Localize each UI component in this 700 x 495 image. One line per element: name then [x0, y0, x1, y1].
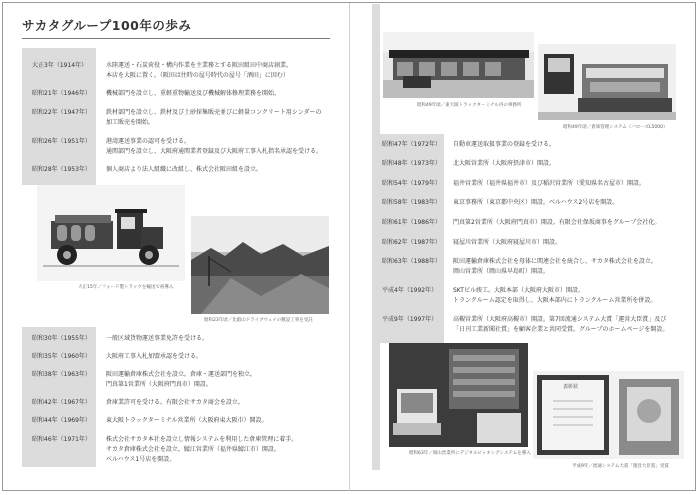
entry-date: 昭和22年（1947年） — [32, 109, 91, 116]
entry-date: 昭和48年（1973年） — [382, 160, 441, 167]
truck-illustration — [37, 185, 185, 281]
system-illustration — [538, 44, 676, 120]
entry-date: 昭和42年（1967年） — [32, 399, 91, 406]
award-illustration — [533, 371, 684, 459]
entry-date: 昭和62年（1987年） — [382, 239, 441, 246]
mountain-illustration — [191, 216, 329, 314]
entry-line: 門真第1営業所（大阪府門真市）開設。 — [106, 381, 212, 388]
entry-date: 大正3年（1914年） — [32, 62, 88, 69]
entry-line: 水陸運送・石炭荷役・構内作業を主業務とする阪田組田中商店創業。 — [106, 62, 293, 69]
entry-line: 自動車運送取扱事業の登録を受ける。 — [453, 141, 556, 148]
caption-terminal: 昭和49年頃／東大阪トラックターミナル内の事務所 — [417, 103, 522, 108]
warehouse-illustration — [389, 343, 528, 447]
entry-line: サカタ倉庫株式会社を設立。鯖江営業所（福井県鯖江市）開設。 — [106, 446, 280, 453]
entry-date: 昭和61年（1986年） — [382, 219, 441, 226]
entry-line: 岡山営業所（岡山県早島町）開設。 — [453, 268, 550, 275]
entry-line: トランクルーム認定を取得し、大阪本部内にトランクルーム営業所を併設。 — [453, 297, 657, 304]
entry-date: 昭和47年（1972年） — [382, 141, 441, 148]
entry-line: 「日刊工業新聞社賞」を顧客企業と共同受賞。グループのホームページを開設。 — [453, 326, 669, 333]
entry-line: 本店を大阪に置く。（阪田は往時の屋号時代の屋号「酒田」に因む） — [106, 72, 289, 79]
entry-line: 倉庫業許可を受ける。有限会社サカタ商会を設立。 — [106, 399, 244, 406]
title-rule — [22, 38, 330, 39]
photo-cable-construction — [191, 216, 329, 314]
entry-line: 個人商店より法人組織に改組し、株式会社阪田組を設立。 — [106, 166, 263, 173]
entry-line: 福井営業所（福井県福井市）及び稲沢営業所（愛知県名古屋市）開設。 — [453, 180, 646, 187]
entry-line: 高槻営業所（大阪府高槻市）開設。第7回流通システム大賞「運営大臣賞」及び — [453, 316, 667, 323]
entry-line: 一般区域貨物運送事業免許を受ける。 — [106, 335, 209, 342]
entry-date: 昭和21年（1946年） — [32, 90, 91, 97]
entry-line: 寝屋川営業所（大阪府寝屋川市）開設。 — [453, 239, 562, 246]
entry-line: 東大阪トラックターミナル営業所（大阪府東大阪市）開設。 — [106, 417, 268, 424]
caption-system: 昭和49年頃／倉庫管理システム（バローズL5000） — [563, 125, 668, 130]
photo-digital-picking — [389, 343, 528, 447]
caption-cable: 昭和23年頃／比叡山ドライブウェイの敷設工事を受託 — [204, 318, 313, 323]
entry-date: 昭和54年（1979年） — [382, 180, 441, 187]
entry-line: 阪田運輸倉庫株式会社を母体に関連会社を統合し、サカタ株式会社を設立。 — [453, 258, 657, 265]
entry-line: ベルハウス1号店を開設。 — [106, 456, 176, 463]
entry-date: 昭和58年（1983年） — [382, 199, 441, 206]
entry-date: 昭和35年（1960年） — [32, 353, 91, 360]
entry-date: 昭和28年（1953年） — [32, 166, 91, 173]
caption-award: 平成9年／流通システム大賞「運営大臣賞」受賞 — [572, 464, 669, 469]
entry-date: 平成4年（1992年） — [382, 287, 438, 294]
entry-date: 昭和38年（1963年） — [32, 371, 91, 378]
entry-line: SKTビル竣工。大阪本部（大阪府大阪市）開設。 — [453, 287, 584, 294]
entry-date: 昭和46年（1971年） — [32, 436, 91, 443]
entry-line: 機械部門を設立し、重軽重物輸送及び機械解体修理業務を開始。 — [106, 90, 281, 97]
entry-date: 昭和63年（1988年） — [382, 258, 441, 265]
entry-line: 通関部門を設立し、大阪府通関業者登録及び大阪府工事入札指名承認を受ける。 — [106, 148, 323, 155]
entry-line: 大阪府工事入札加盟承認を受ける。 — [106, 353, 203, 360]
entry-line: 北大阪営業所（大阪府摂津市）開設。 — [453, 160, 556, 167]
entry-line: 加工販売を開始。 — [106, 119, 155, 126]
entry-date: 昭和30年（1955年） — [32, 335, 91, 342]
entry-line: 門真第2営業所（大阪府門真市）開設。有限会社保坂商事をグループ会社化。 — [453, 219, 661, 226]
entry-date: 昭和44年（1969年） — [32, 417, 91, 424]
entry-line: 阪田運輸倉庫株式会社を設立。倉庫・運送部門を独立。 — [106, 371, 257, 378]
terminal-illustration — [383, 32, 534, 98]
photo-truck-terminal — [383, 32, 534, 98]
page-spine — [349, 3, 350, 491]
entry-line: 港湾運送事業の認可を受ける。 — [106, 138, 191, 145]
page-title: サカタグループ100年の歩み — [22, 18, 192, 33]
photo-ford-truck — [37, 185, 185, 281]
photo-management-system — [538, 44, 676, 120]
caption-warehouse: 昭和63年／岡山営業所にデジタルピッキングシステムを導入 — [409, 451, 531, 456]
entry-line: 東京事務所（東京都中央区）開設。ベルハウス2号店を開設。 — [453, 199, 619, 206]
photo-award — [533, 371, 684, 459]
entry-date: 昭和26年（1951年） — [32, 138, 91, 145]
caption-truck: 大正15年／フォード製トラックを輸送で初導入 — [78, 285, 174, 290]
award-label: 表彰状 — [563, 384, 579, 390]
entry-line: 鉄材部門を設立し、鉄材及び土砂採集販売並びに軽量コンクリート用シンダーの — [106, 109, 322, 116]
timeline-band-left-bottom — [22, 327, 96, 467]
entry-line: 株式会社サカタ本社を設立し情報システムを利用した倉庫管理に着手。 — [106, 436, 298, 443]
entry-date: 平成9年（1997年） — [382, 316, 438, 323]
